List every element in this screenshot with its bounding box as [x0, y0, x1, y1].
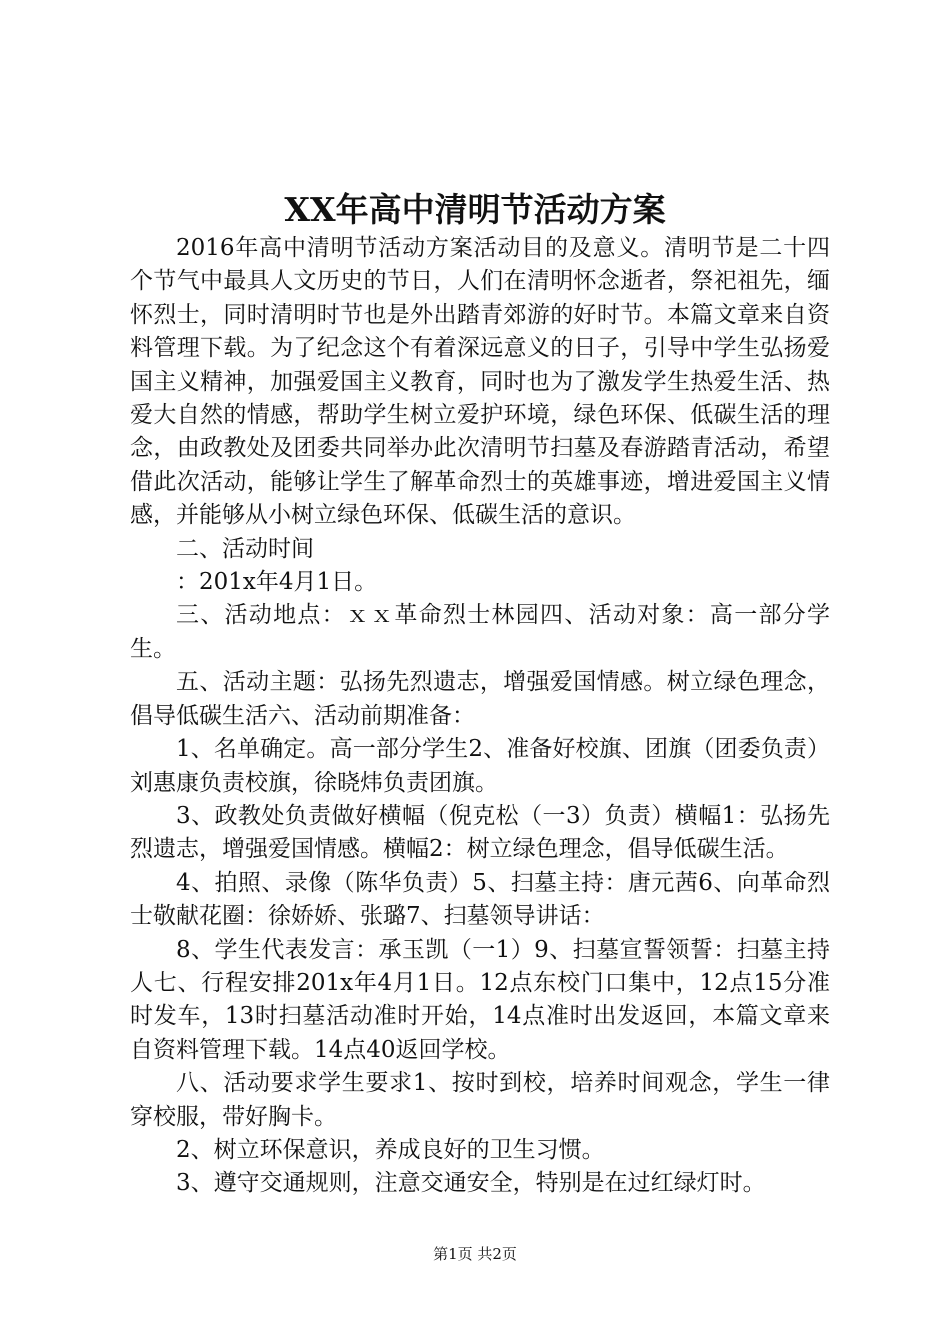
paragraph-time: ：201x年4月1日。 [176, 569, 378, 596]
paragraph-prep-1: 1、名单确定。高一部分学生2、准备好校旗、团旗（团委负责）刘惠康负责校旗，徐晓炜负责团旗。 [130, 736, 830, 796]
paragraph-requirement-2: 2、树立环保意识，养成良好的卫生习惯。 [176, 1136, 605, 1163]
paragraph-requirement-3: 3、遵守交通规则，注意交通安全，特别是在过红绿灯时。 [176, 1170, 766, 1197]
document-body [130, 232, 830, 1201]
document-title: XX年高中清明节活动方案 [284, 190, 666, 229]
paragraph-prep-3: 3、政教处负责做好横幅（倪克松（一3）负责）横幅1：弘扬先烈遗志，增强爱国情感。横幅2：树立绿色理念，倡导低碳生活。 [130, 802, 830, 863]
paragraph-time-heading: 二、活动时间 [176, 535, 314, 562]
paragraph-requirements: 八、活动要求学生要求1、按时到校，培养时间观念，学生一律穿校服，带好胸卡。 [130, 1070, 830, 1130]
page-footer: 第1页 共2页 [433, 1245, 517, 1263]
paragraph-prep-4: 4、拍照、录像（陈华负责）5、扫墓主持：唐元茜6、向革命烈士敬献花圈：徐娇娇、张璐7、扫墓领导讲话： [130, 869, 830, 930]
paragraph-purpose: 2016年高中清明节活动方案活动目的及意义。清明节是二十四个节气中最具人文历史的节日，人们在清明怀念逝者，祭祀祖先，缅怀烈士，同时清明时节也是外出踏青郊游的好时节。本篇文章来自资料管理下载。为了纪念这个有着深远意义的日子，引导中学生弘扬爱国主义精神，加强爱国主义教育，同时也为了激发学生热爱生活、热爱大自然的情感，帮助学生树立爱护环境，绿色环保、低碳生活的理念，由政教处及团委共同举办此次清明节扫墓及春游踏青活动，希望借此次活动，能够让学生了解革命烈士的英雄事迹，增进爱国主义情感，并能够从小树立绿色环保、低碳生活的意识。 [130, 235, 830, 529]
paragraph-prep-8: 8、学生代表发言：承玉凯（一1）9、扫墓宣誓领誓：扫墓主持人七、行程安排201x年4月1日。12点东校门口集中，12点15分准时发车，13时扫墓活动准时开始，14点准时出发返回，本篇文章来自资料管理下载。14点40返回学校。 [130, 936, 830, 1063]
paragraph-theme: 五、活动主题：弘扬先烈遗志，增强爱国情感。树立绿色理念，倡导低碳生活六、活动前期准备： [130, 669, 830, 729]
paragraph-location: 三、活动地点：ｘｘ革命烈士林园四、活动对象：高一部分学生。 [130, 602, 830, 662]
